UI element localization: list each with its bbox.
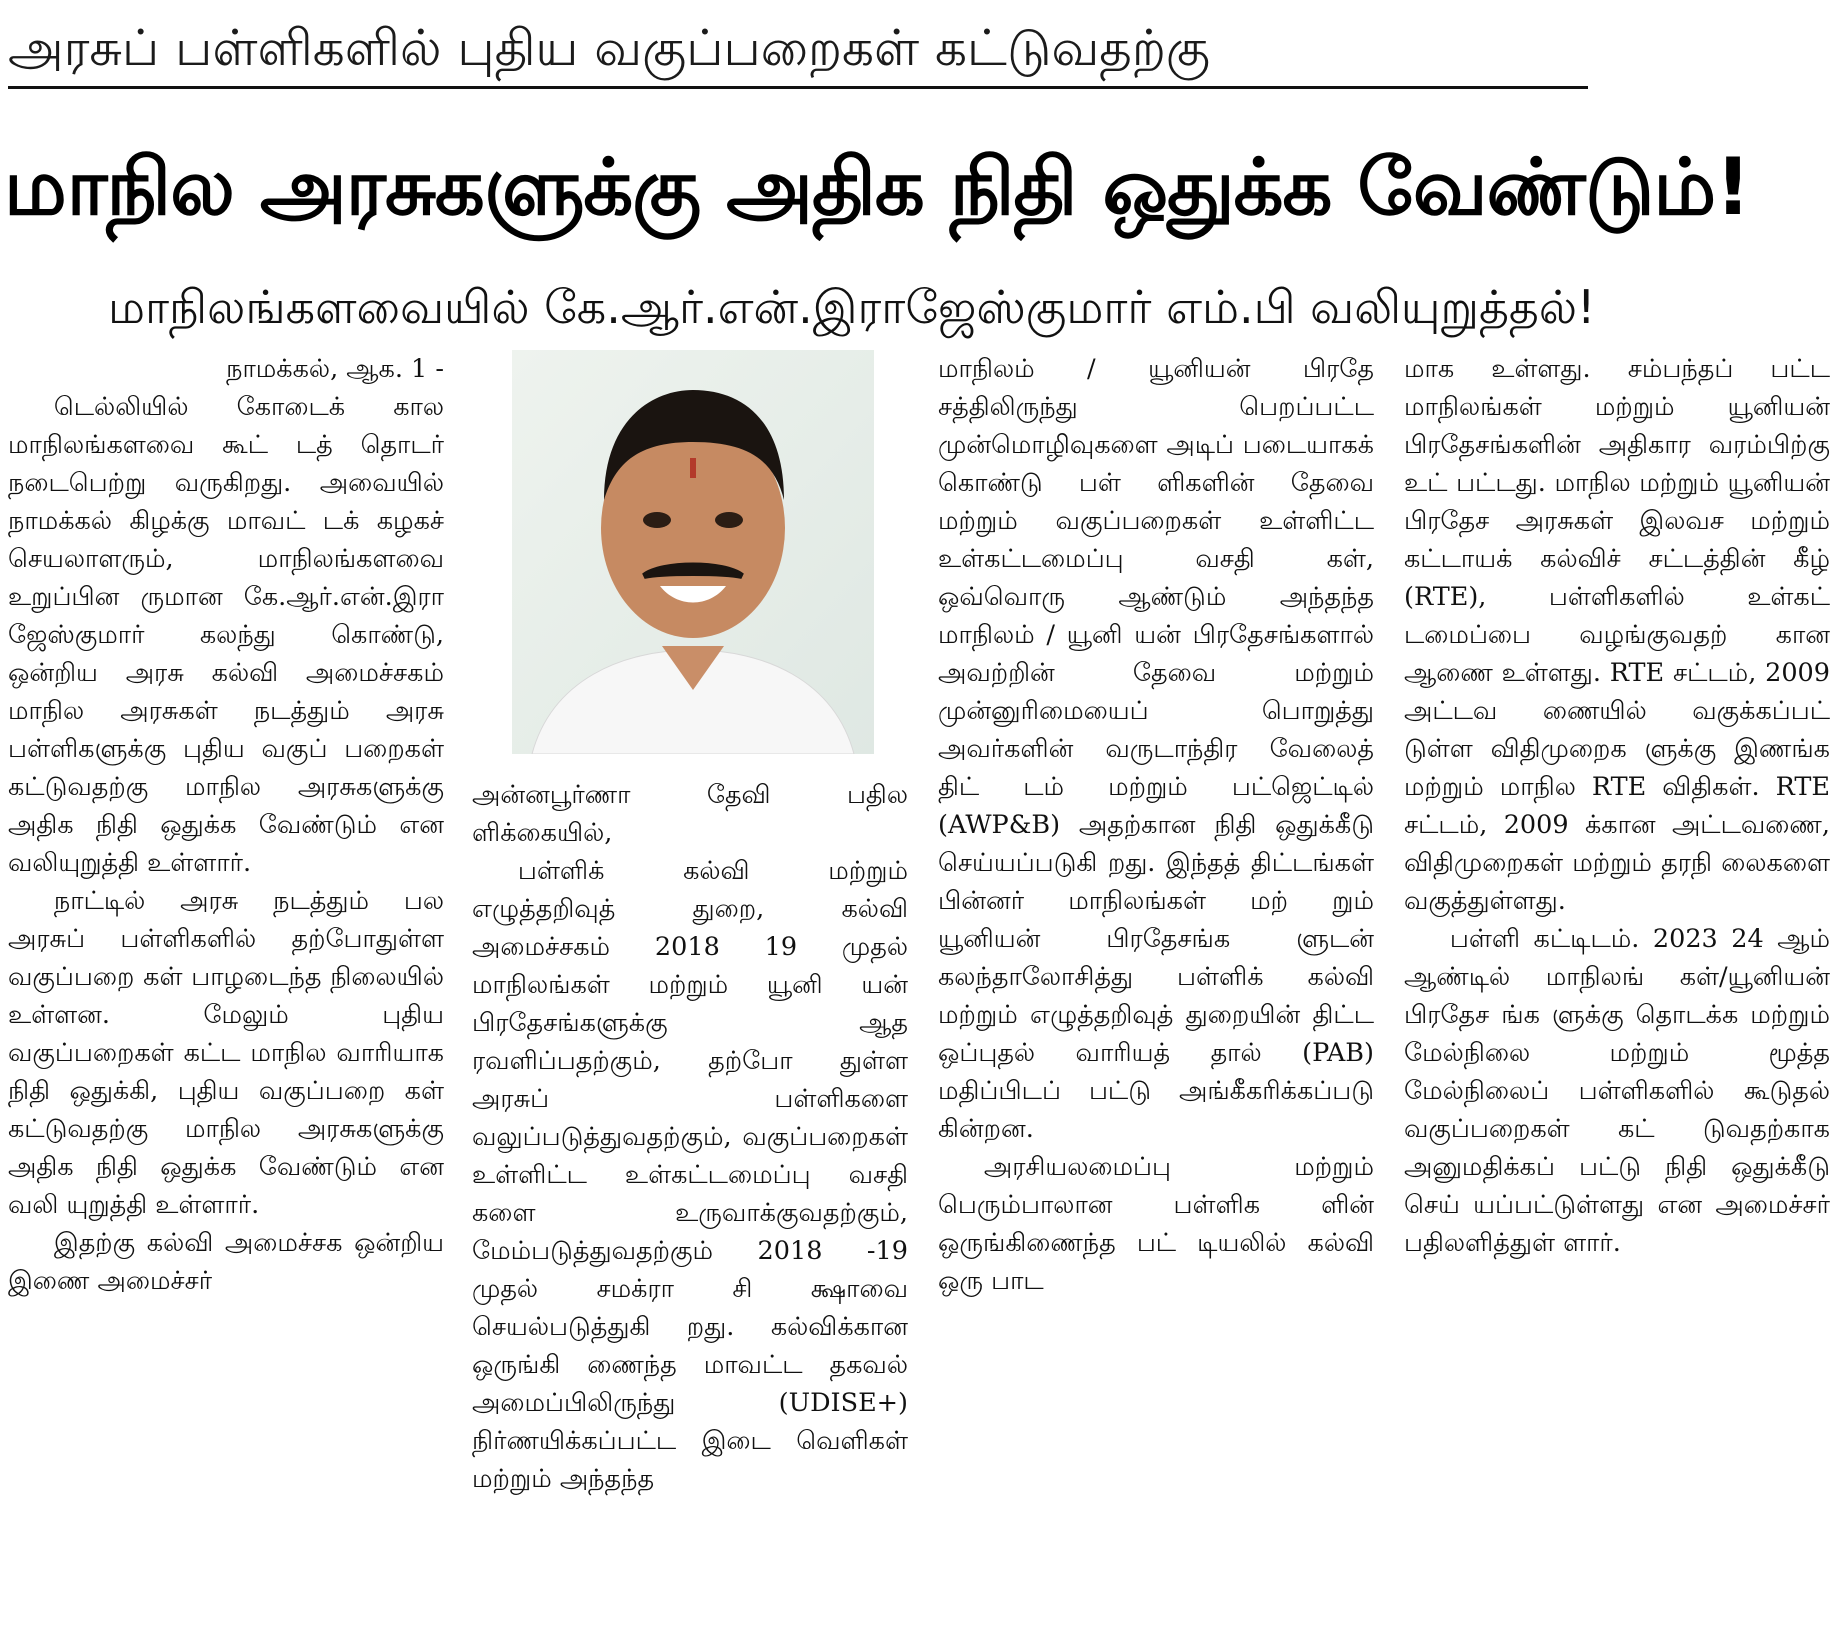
dateline: நாமக்கல், ஆக. 1 - (226, 354, 444, 384)
article-column-3 (938, 350, 1374, 1646)
body-paragraph: அரசியலமைப்பு மற்றும் பெரும்பாலான பள்ளிக ளின் ஒருங்கிணைந்த பட் டியலில் கல்வி ஒரு பாட (938, 1152, 1374, 1296)
body-paragraph: மாக உள்ளது. சம்பந்தப் பட்ட மாநிலங்கள் மற்றும் யூனியன் பிரதேசங்களின் அதிகார வரம்பிற்கு உட் பட்டது. மாநில மற்றும் யூனியன் பிரதேச அரசுகள் இலவச மற்றும் கட்டாயக் கல்விச் சட்டத்தின் கீழ் (RTE), பள்ளிகளில் உள்கட் டமைப்பை வழங்குவதற் கான ஆணை உள்ளது. RTE சட்டம், 2009 அட்டவ ணையில் வகுக்கப்பட் டுள்ள விதிமுறைக ளுக்கு இணங்க மற்றும் மாநில RTE விதிகள். RTE சட்டம், 2009 க்கான அட்டவணை, விதிமுறைகள் மற்றும் தரநி லைகளை வகுத்துள்ளது. (1404, 354, 1830, 916)
body-paragraph: பள்ளிக் கல்வி மற்றும் எழுத்தறிவுத் துறை, கல்வி அமைச்சகம் 2018 19 முதல் மாநிலங்கள் மற்றும் யூனி யன் பிரதேசங்களுக்கு ஆத ரவளிப்பதற்கும், தற்போ துள்ள அரசுப் பள்ளிகளை வலுப்படுத்துவதற்கும், வகுப்பறைகள் உள்ளிட்ட உள்கட்டமைப்பு வசதி களை உருவாக்குவதற்கும், மேம்படுத்துவதற்கும் 2018 -19 முதல் சமக்ரா சி க்ஷாவை செயல்படுத்துகி றது. கல்விக்கான ஒருங்கி ணைந்த மாவட்ட தகவல் அமைப்பிலிருந்து (UDISE+) நிர்ணயிக்கப்பட்ட இடை வெளிகள் மற்றும் அந்தந்த (472, 856, 908, 1494)
article-column-1 (8, 350, 444, 1646)
body-paragraph: பள்ளி கட்டிடம். 2023 24 ஆம் ஆண்டில் மாநிலங் கள்/யூனியன் பிரதேச ங்க ளுக்கு தொடக்க மற்றும் மேல்நிலை மற்றும் மூத்த மேல்நிலைப் பள்ளிகளில் கூடுதல் வகுப்பறைகள் கட் டுவதற்காக அனுமதிக்கப் பட்டு நிதி ஒதுக்கீடு செய் யப்பட்டுள்ளது என அமைச்சர் பதிலளித்துள் ளார். (1404, 924, 1830, 1258)
article-headline: மாநில அரசுகளுக்கு அதிக நிதி ஒதுக்க வேண்டும்! (4, 143, 1750, 233)
body-paragraph: டெல்லியில் கோடைக் கால மாநிலங்களவை கூட் டத் தொடர் நடைபெற்று வருகிறது. அவையில் நாமக்கல் கிழக்கு மாவட் டக் கழகச் செயலாளரும், மாநிலங்களவை உறுப்பின ருமான கே.ஆர்.என்.இரா ஜேஸ்குமார் கலந்து கொண்டு, ஒன்றிய அரசு கல்வி அமைச்சகம் மாநில அரசுகள் நடத்தும் அரசு பள்ளிகளுக்கு புதிய வகுப் பறைகள் கட்டுவதற்கு மாநில அரசுகளுக்கு அதிக நிதி ஒதுக்க வேண்டும் என வலியுறுத்தி உள்ளார். (8, 392, 444, 878)
kicker-underline (8, 86, 1588, 89)
article-kicker: அரசுப் பள்ளிகளில் புதிய வகுப்பறைகள் கட்டுவதற்கு (8, 19, 1211, 77)
article-column-4 (1404, 350, 1830, 1646)
person-portrait-icon (512, 350, 874, 754)
body-paragraph: மாநிலம் / யூனியன் பிரதே சத்திலிருந்து பெறப்பட்ட முன்மொழிவுகளை அடிப் படையாகக் கொண்டு பள் ளிகளின் தேவை மற்றும் வகுப்பறைகள் உள்ளிட்ட உள்கட்டமைப்பு வசதி கள், ஒவ்வொரு ஆண்டும் அந்தந்த மாநிலம் / யூனி யன் பிரதேசங்களால் அவற்றின் தேவை மற்றும் முன்னுரிமையைப் பொறுத்து அவர்களின் வருடாந்திர வேலைத் திட் டம் மற்றும் பட்ஜெட்டில் (AWP&B) அதற்கான நிதி ஒதுக்கீடு செய்யப்படுகி றது. இந்தத் திட்டங்கள் பின்னர் மாநிலங்கள் மற் றும் யூனியன் பிரதேசங்க ளுடன் கலந்தாலோசித்து பள்ளிக் கல்வி மற்றும் எழுத்தறிவுத் துறையின் திட்ட ஒப்புதல் வாரியத் தால் (PAB) மதிப்பிடப் பட்டு அங்கீகரிக்கப்படு கின்றன. (938, 354, 1374, 1144)
body-paragraph: இதற்கு கல்வி அமைச்சக ஒன்றிய இணை அமைச்சர் (8, 1228, 444, 1296)
article-column-2 (472, 776, 908, 1646)
article-deck: மாநிலங்களவையில் கே.ஆர்.என்.இராஜேஸ்குமார் எம்.பி வலியுறுத்தல்! (108, 280, 1596, 334)
body-paragraph: அன்னபூர்ணா தேவி பதில ளிக்கையில், (472, 780, 908, 848)
body-paragraph: நாட்டில் அரசு நடத்தும் பல அரசுப் பள்ளிகளில் தற்போதுள்ள வகுப்பறை கள் பாழடைந்த நிலையில் உள்ளன. மேலும் புதிய வகுப்பறைகள் கட்ட மாநில வாரியாக நிதி ஒதுக்கி, புதிய வகுப்பறை கள் கட்டுவதற்கு மாநில அரசுகளுக்கு அதிக நிதி ஒதுக்க வேண்டும் என வலி யுறுத்தி உள்ளார். (8, 886, 444, 1220)
mp-portrait-photo (512, 350, 874, 754)
